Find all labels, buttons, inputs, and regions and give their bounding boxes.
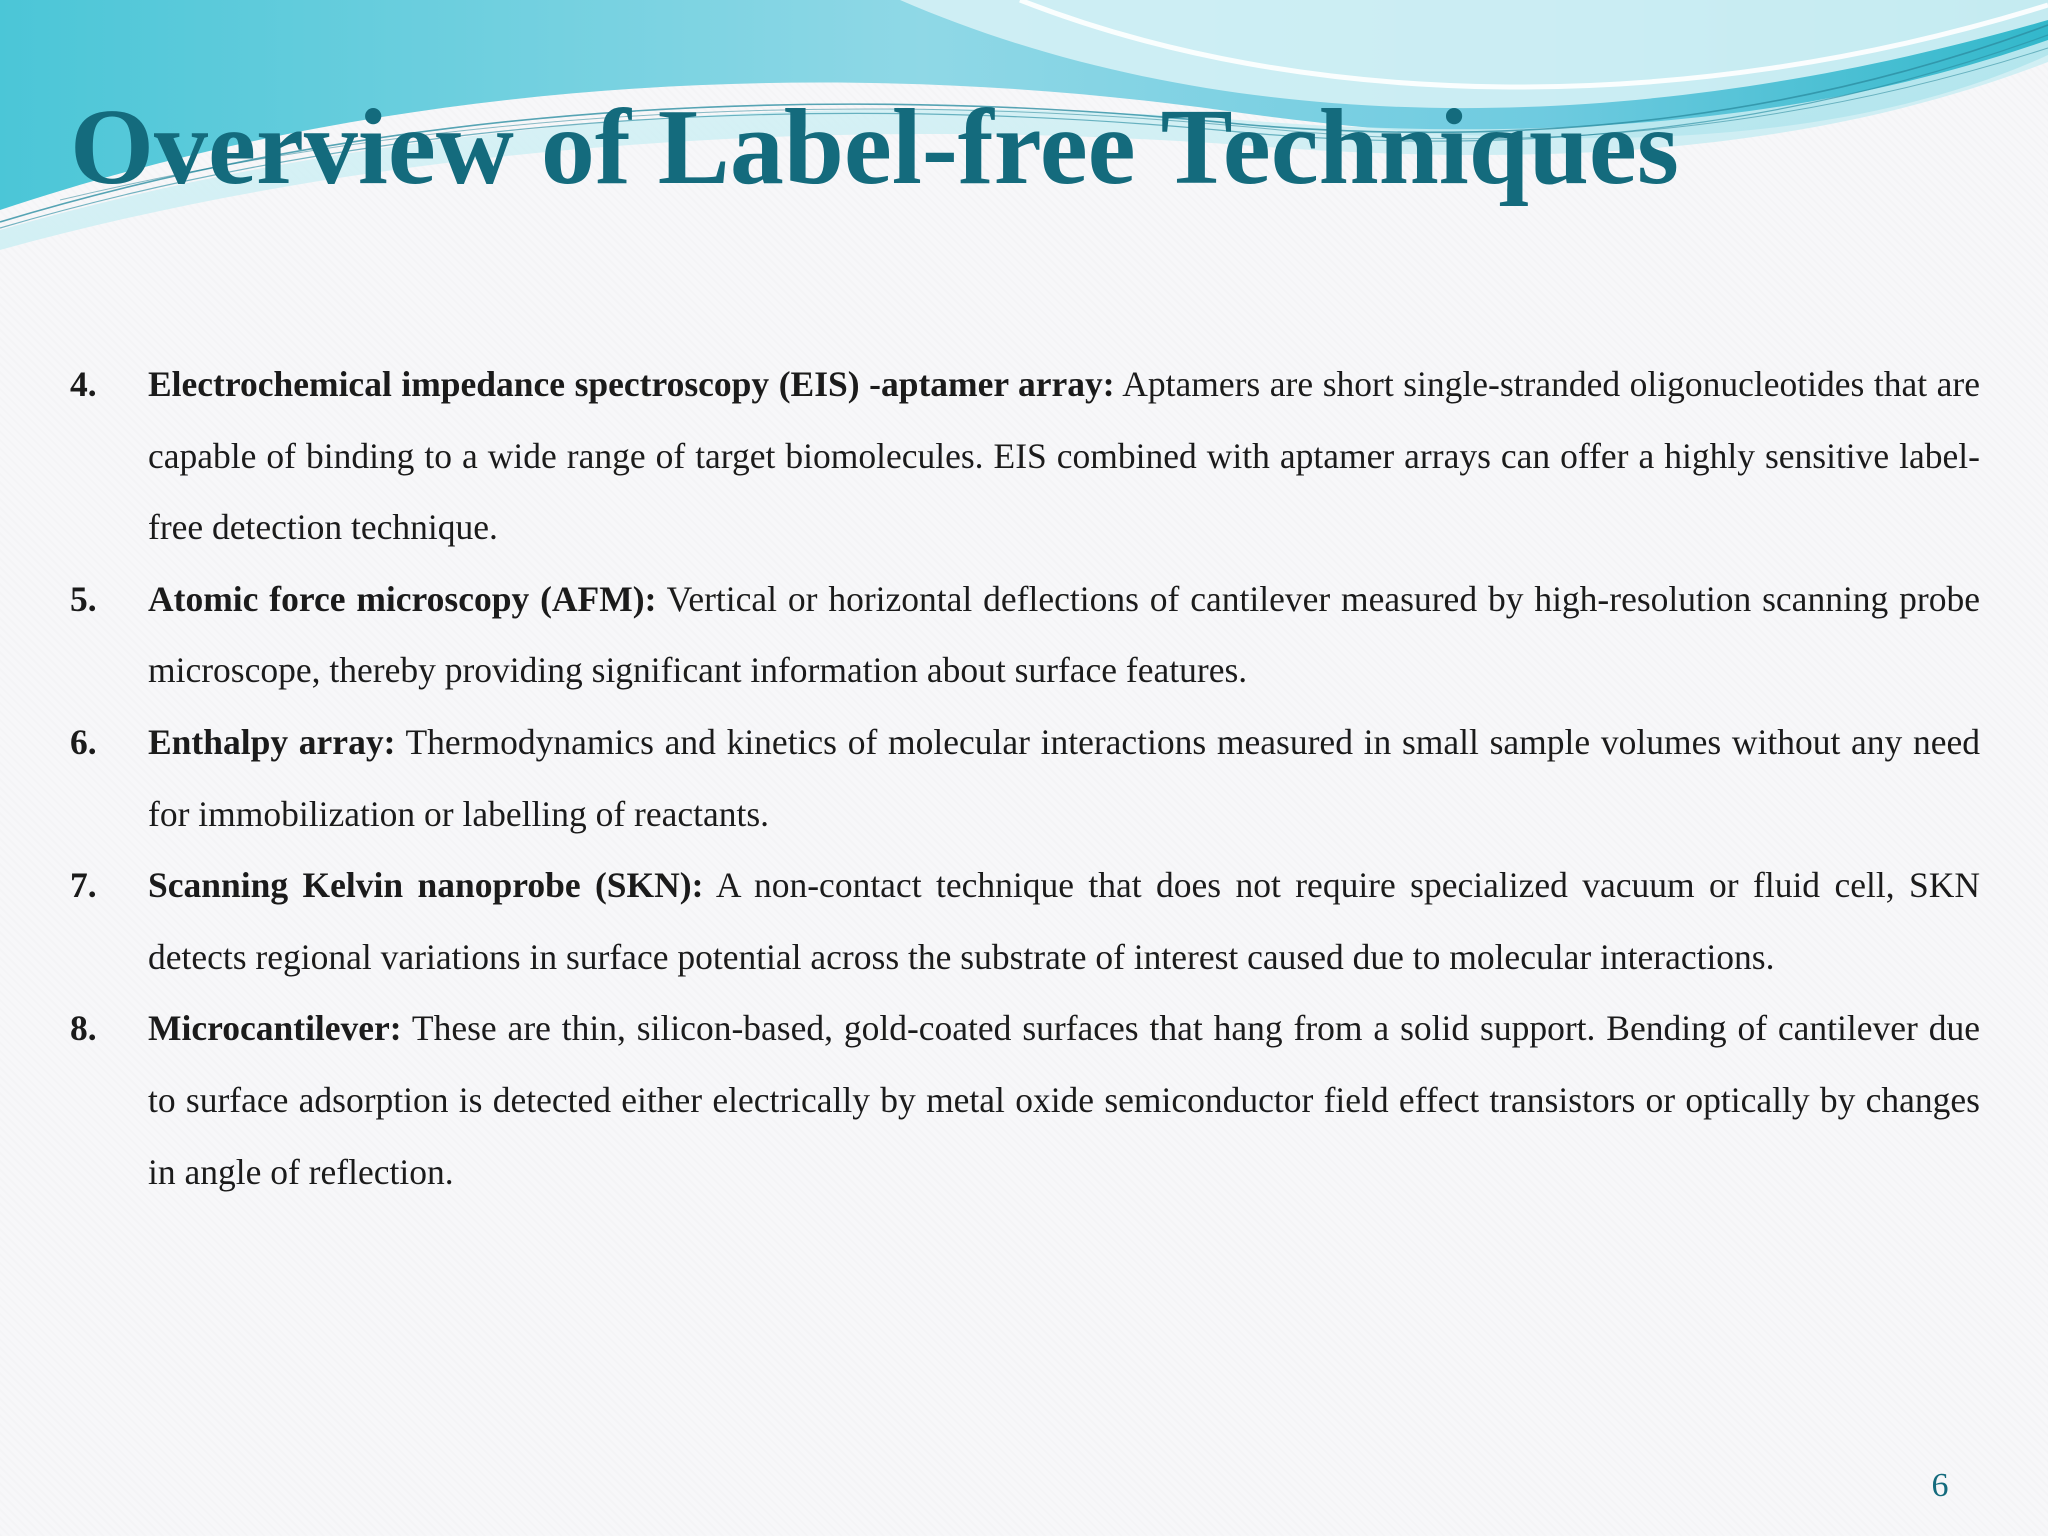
item-term: Electrochemical impedance spectroscopy (EIS) -aptamer array: (148, 364, 1115, 404)
slide-title: Overview of Label-free Techniques (70, 88, 1679, 207)
item-number: 4. (70, 364, 97, 404)
list-item (70, 707, 1980, 850)
page-number: 6 (1931, 1467, 1949, 1504)
item-term: Microcantilever: (148, 1008, 402, 1049)
list-item (70, 564, 1980, 707)
item-description: These are thin, silicon-based, gold-coated surfaces that hang from a solid support. Bending of cantilever due to surface adsorption is detected either electrically by metal oxide semiconductor field effect transistors or optically by changes in angle of reflection. (148, 1008, 1981, 1192)
item-description: A non-contact technique that does not require specialized vacuum or fluid cell, SKN detects regional variations in surface potential across the substrate of interest caused due to molecular interactions. (148, 865, 1980, 977)
list-item (70, 993, 1980, 1208)
item-description: Vertical or horizontal deflections of cantilever measured by high-resolution scanning probe microscope, thereby providing significant information about surface features. (148, 578, 1981, 691)
item-number: 8. (70, 1008, 97, 1049)
item-term: Scanning Kelvin nanoprobe (SKN): (148, 865, 704, 906)
item-number: 5. (70, 578, 97, 619)
item-number: 6. (70, 721, 97, 762)
technique-list (70, 349, 1980, 1208)
item-number: 7. (70, 865, 97, 906)
item-description: Aptamers are short single-stranded oligonucleotides that are capable of binding to a wide range of target biomolecules. EIS combined with aptamer arrays can offer a highly sensitive label-free detection technique. (148, 364, 1981, 548)
item-description: Thermodynamics and kinetics of molecular interactions measured in small sample volumes without any need for immobilization or labelling of reactants. (148, 721, 1981, 834)
item-term: Atomic force microscopy (AFM): (148, 578, 657, 619)
slide-content (70, 349, 1980, 1208)
list-item (70, 850, 1980, 993)
item-term: Enthalpy array: (148, 721, 396, 762)
list-item (70, 349, 1980, 564)
